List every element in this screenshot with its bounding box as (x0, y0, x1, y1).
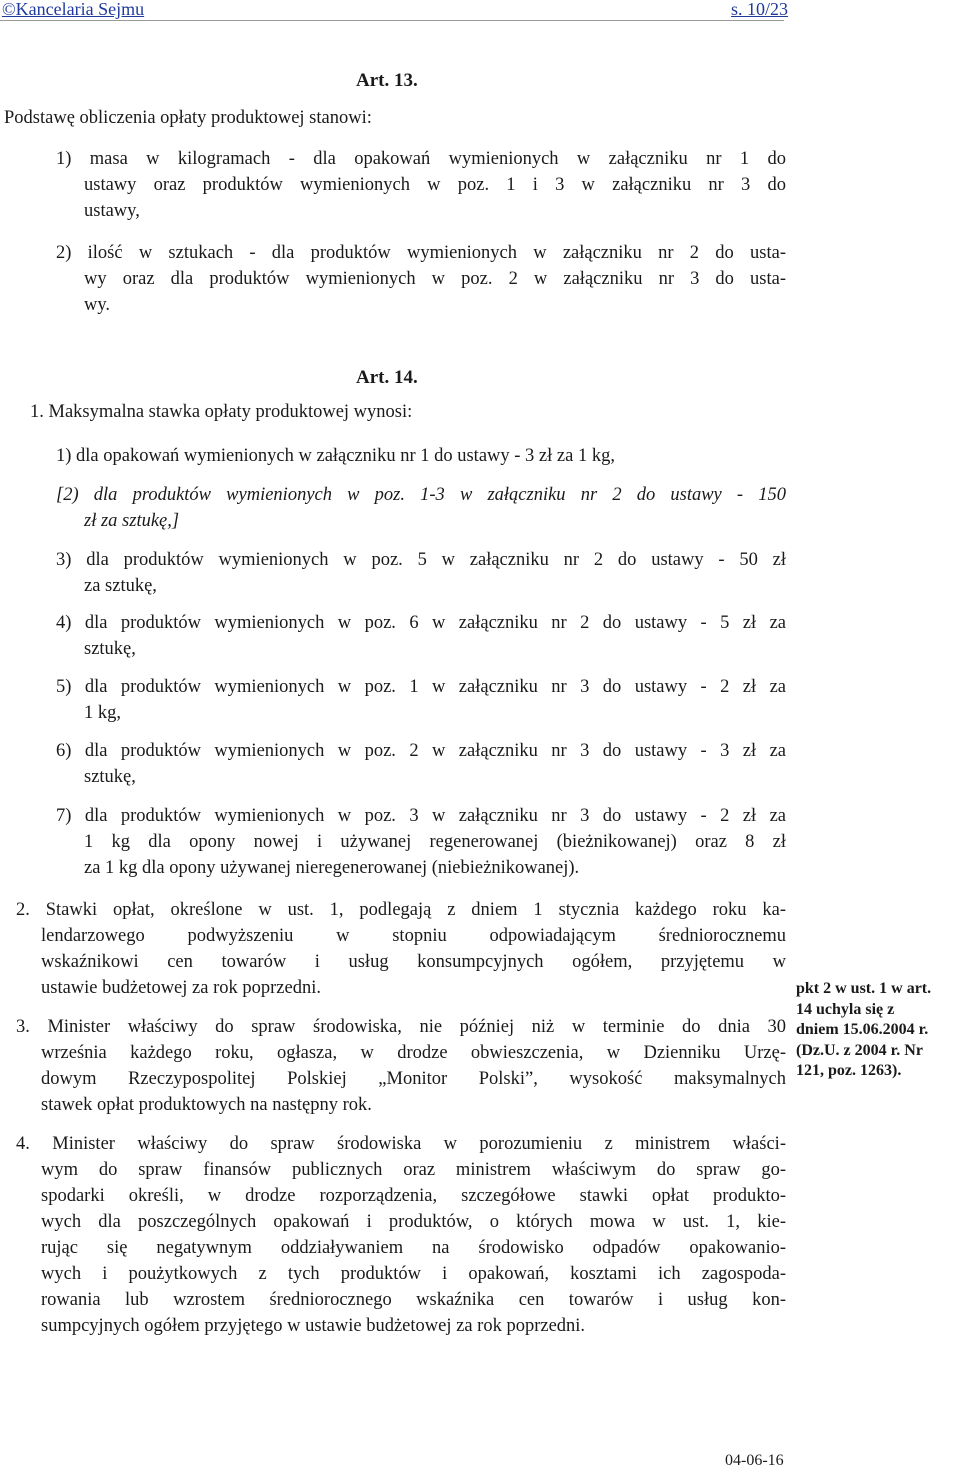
line: stawek opłat produktowych na następny rok. (41, 1095, 372, 1115)
line: 3. Minister właściwy do spraw środowiska, nie później niż w terminie do dnia 30 (16, 1017, 786, 1037)
line: ustawy, (84, 201, 140, 221)
line: wych i poużytkowych z tych produktów i opakowań, kosztami ich zagospoda- (41, 1264, 786, 1284)
line: spodarki określi, w drodze rozporządzenia, szczegółowe stawki opłat produkto- (41, 1186, 786, 1206)
line: za sztukę, (84, 576, 157, 596)
line: wych dla poszczególnych opakowań i produktów, o których mowa w ust. 1, kie- (41, 1212, 786, 1232)
line: wskaźnikowi cen towarów i usług konsumpcyjnych ogółem, przyjętemu w (41, 952, 786, 972)
art14-item-2-repealed (56, 482, 786, 534)
art14-item-1 (56, 443, 786, 469)
art14-item-7 (56, 803, 786, 881)
header-page-number[interactable]: s. 10/23 (731, 0, 789, 19)
line: ustawie budżetowej za rok poprzedni. (41, 978, 321, 998)
line: zł za sztukę,] (84, 511, 180, 531)
footer-date: 04-06-16 (725, 1452, 784, 1469)
line: wy. (84, 295, 111, 315)
line: ustawy oraz produktów wymienionych w poz. 1 i 3 w załączniku nr 3 do (84, 175, 786, 195)
art14-para-1-intro: 1. Maksymalna stawka opłaty produktowej wynosi: (30, 402, 413, 422)
art14-item-3 (56, 547, 786, 599)
line: 1 kg dla opony nowej i używanej regenerowanej (bieżnikowanej) oraz 8 zł (84, 832, 786, 852)
line: 4) dla produktów wymienionych w poz. 6 w załączniku nr 2 do ustawy - 5 zł za (56, 613, 786, 633)
art14-item-4 (56, 610, 786, 662)
line: 4. Minister właściwy do spraw środowiska w porozumieniu z ministrem właści- (16, 1134, 786, 1154)
margin-note (796, 979, 960, 1082)
line: wy oraz dla produktów wymienionych w poz. 2 w załączniku nr 3 do usta- (84, 269, 786, 289)
line: rowania lub wzrostem średniorocznego wskaźnika cen towarów i usług kon- (41, 1290, 786, 1310)
line: sztukę, (84, 767, 136, 787)
art13-title: Art. 13. (356, 70, 418, 91)
header-source-link[interactable]: ©Kancelaria Sejmu (2, 0, 145, 19)
line: wym do spraw finansów publicznych oraz ministrem właściwym do spraw go- (41, 1160, 786, 1180)
art14-para-3 (16, 1014, 786, 1118)
line: sztukę, (84, 639, 136, 659)
art14-title: Art. 14. (356, 367, 418, 388)
art14-item-6 (56, 738, 786, 790)
line: sumpcyjnych ogółem przyjętego w ustawie budżetowej za rok poprzedni. (41, 1316, 586, 1336)
art14-para-2 (16, 897, 786, 1001)
art13-item-1 (56, 146, 786, 224)
margin-note-line: 14 uchyla się z (796, 1000, 895, 1018)
margin-note-line: dniem 15.06.2004 r. (796, 1021, 929, 1038)
header-rule (0, 20, 784, 21)
art14-para-4 (16, 1131, 786, 1339)
line: 1) dla opakowań wymienionych w załączniku nr 1 do ustawy - 3 zł za 1 kg, (56, 446, 615, 466)
line: dowym Rzeczypospolitej Polskiej „Monitor Polski”, wysokość maksymalnych (41, 1069, 786, 1089)
margin-note-line: pkt 2 w ust. 1 w art. (796, 980, 932, 997)
art13-intro: Podstawę obliczenia opłaty produktowej stanowi: (4, 108, 372, 128)
margin-note-line: 121, poz. 1263). (796, 1062, 902, 1079)
line: 6) dla produktów wymienionych w poz. 2 w załączniku nr 3 do ustawy - 3 zł za (56, 741, 786, 761)
line: 3) dla produktów wymienionych w poz. 5 w załączniku nr 2 do ustawy - 50 zł (56, 550, 786, 570)
line: 1 kg, (84, 703, 121, 723)
art13-item-2 (56, 240, 786, 318)
line: za 1 kg dla opony używanej nieregenerowanej (niebieżnikowanej). (84, 858, 580, 878)
art14-item-5 (56, 674, 786, 726)
line: 1) masa w kilogramach - dla opakowań wymienionych w załączniku nr 1 do (56, 149, 786, 169)
margin-note-line: (Dz.U. z 2004 r. Nr (796, 1041, 923, 1059)
line: 5) dla produktów wymienionych w poz. 1 w załączniku nr 3 do ustawy - 2 zł za (56, 677, 786, 697)
line: lendarzowego podwyższeniu w stopniu odpowiadającym średniorocznemu (41, 926, 786, 946)
line: 2. Stawki opłat, określone w ust. 1, podlegają z dniem 1 stycznia każdego roku ka- (16, 900, 786, 920)
line: [2) dla produktów wymienionych w poz. 1-3 w załączniku nr 2 do ustawy - 150 (56, 485, 786, 505)
line: rując się negatywnym oddziaływaniem na środowisko odpadów opakowanio- (41, 1238, 786, 1258)
line: września każdego roku, ogłasza, w drodze obwieszczenia, w Dzienniku Urzę- (41, 1043, 786, 1063)
line: 7) dla produktów wymienionych w poz. 3 w załączniku nr 3 do ustawy - 2 zł za (56, 806, 786, 826)
line: 2) ilość w sztukach - dla produktów wymienionych w załączniku nr 2 do usta- (56, 243, 786, 263)
